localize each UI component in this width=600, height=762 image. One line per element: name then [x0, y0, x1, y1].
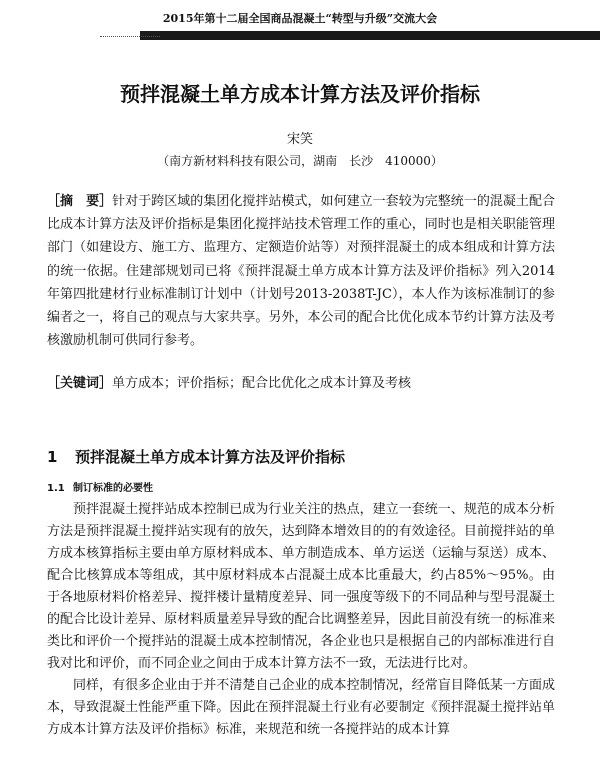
section-number: 1	[47, 448, 58, 466]
abstract	[47, 190, 555, 352]
header-rule-dots	[100, 36, 160, 39]
subsection-title: 制订标准的必要性	[73, 483, 153, 494]
section-title: 预拌混凝土单方成本计算方法及评价指标	[75, 448, 346, 466]
running-header: 2015年第十二届全国商品混凝土“转型与升级”交流大会	[162, 12, 438, 25]
subsection-heading	[47, 479, 555, 494]
section-heading	[47, 446, 555, 467]
keywords	[47, 373, 555, 395]
header-rule	[140, 31, 600, 40]
author-name: 宋笑	[286, 132, 313, 147]
abstract-text: 针对于跨区域的集团化搅拌站模式，如何建立一套较为完整统一的混凝土配合比成本计算方法及评价指标是集团化搅拌站技术管理工作的重心，同时也是相关职能管理部门（如建设方、施工方、监理方、定额造价站等）对预拌混凝土的成本组成和计算方法的统一依据。住建部规划司已将《预拌混凝土单方成本计算方法及评价指标》列入2014年第四批建材行业标准制订计划中（计划号2013-2038T-JC），本人作为该标准制订的参编者之一，将自己的观点与大家共享。另外，本公司的配合比优化成本节约计算方法及考核激励机制可供同行参考。	[47, 194, 555, 349]
body-paragraph-1: 预拌混凝土搅拌站成本控制已成为行业关注的热点，建立一套统一、规范的成本分析方法是预拌混凝土搅拌站实现有的放矢，达到降本增效目的的有效途径。目前搅拌站的单方成本核算指标主要由单方原材料成本、单方制造成本、单方运送（运输与泵送）成本、配合比核算成本等组成，其中原材料成本占混凝土成本比重最大，约占85%～95%。由于各地原材料价格差异、搅拌楼计量精度差异、同一强度等级下的不同品种与型号混凝土的配合比设计差异、原材料质量差异导致的配合比调整差异，因此目前没有统一的标准来类比和评价一个搅拌站的混凝土成本控制情况，各企业也只是根据自己的内部标准进行自我对比和评价，而不同企业之间由于成本计算方法不一致，无法进行比对。	[47, 502, 555, 671]
author-affiliation: （南方新材料科技有限公司，湖南 长沙 410000）	[157, 154, 443, 168]
subsection-number: 1.1	[47, 483, 65, 494]
abstract-label: ［摘 要］	[47, 194, 113, 209]
keywords-label: ［关键词］	[47, 376, 113, 391]
keywords-text: 单方成本；评价指标；配合比优化之成本计算及考核	[112, 376, 412, 391]
body-text	[47, 499, 555, 741]
body-paragraph-2: 同样，有很多企业由于并不清楚自己企业的成本控制情况，经常盲目降低某一方面成本，导致混凝土性能严重下降。因此在预拌混凝土行业有必要制定《预拌混凝土搅拌站单方成本计算方法及评价指标》标准，来规范和统一各搅拌站的成本计算	[47, 678, 555, 737]
paper-title: 预拌混凝土单方成本计算方法及评价指标	[120, 82, 480, 106]
